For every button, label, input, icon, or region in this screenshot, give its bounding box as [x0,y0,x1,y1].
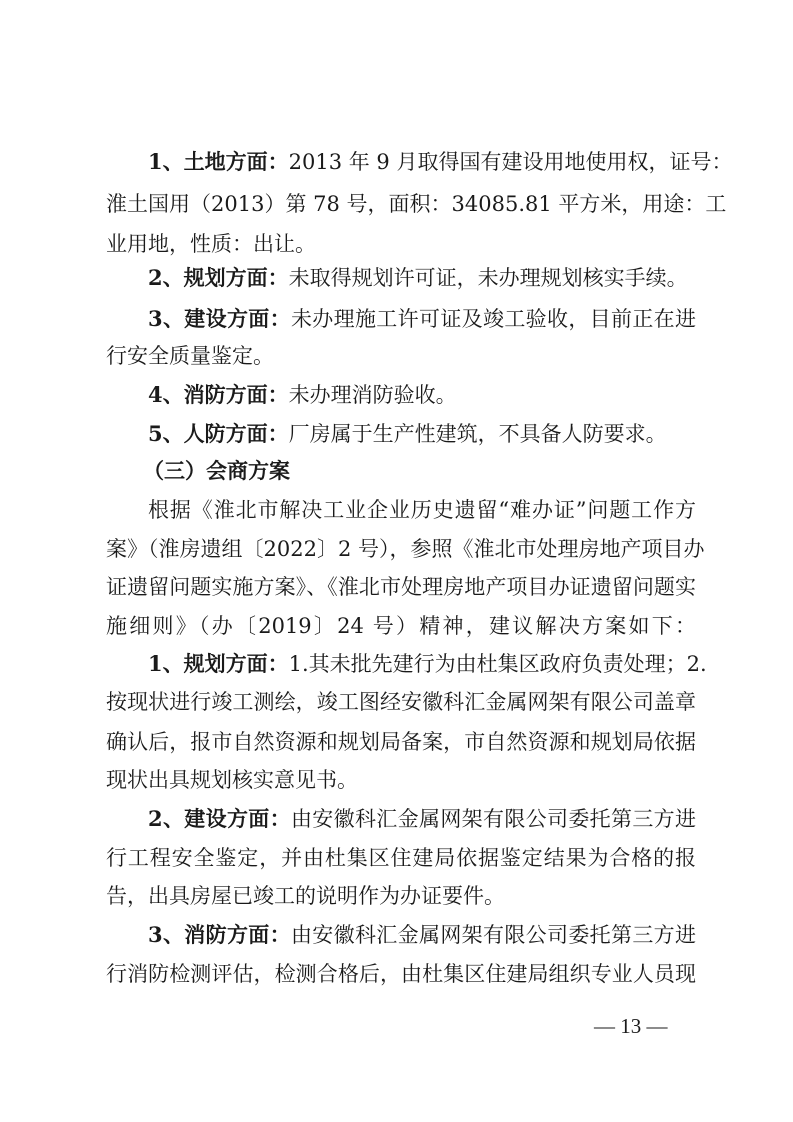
text-plan-planning-1: 1.其未批先建行为由杜集区政府负责处理；2. [288,652,707,676]
text-construction-1: 未办理施工许可证及竣工验收，目前正在进 [290,307,696,331]
heading-fire: 4、消防方面： [148,382,289,407]
paragraph-planning-line-1 [148,264,696,292]
text-fire-1: 未办理消防验收。 [288,383,457,407]
paragraph-civil-defense-line-1 [148,420,696,448]
paragraph-plan-fire-line-1 [148,921,696,949]
paragraph-land-line-1 [148,148,733,176]
paragraph-basis-line-1: 根据《淮北市解决工业企业历史遗留“难办证”问题工作方 [148,498,696,522]
paragraph-basis-line-3: 证遗留问题实施方案》、《淮北市处理房地产项目办证遗留问题实 [106,575,696,599]
heading-plan-construction: 2、建设方面： [148,806,291,831]
heading-plan-fire: 3、消防方面： [148,922,291,947]
paragraph-plan-construction-line-2: 行工程安全鉴定，并由杜集区住建局依据鉴定结果为合格的报 [106,846,696,870]
paragraph-plan-planning-line-2: 按现状进行竣工测绘，竣工图经安徽科汇金属网架有限公司盖章 [106,690,696,714]
paragraph-plan-planning-line-3: 确认后，报市自然资源和规划局备案，市自然资源和规划局依据 [106,730,696,754]
paragraph-plan-planning-line-4: 现状出具规划核实意见书。 [106,768,358,792]
paragraph-plan-construction-line-1 [148,805,696,833]
paragraph-construction-line-2: 行安全质量鉴定。 [106,344,274,368]
heading-civil-defense: 5、人防方面： [148,421,289,446]
text-plan-fire-1: 由安徽科汇金属网架有限公司委托第三方进 [290,923,696,947]
heading-planning: 2、规划方面： [148,265,289,290]
paragraph-fire-line-1 [148,381,696,409]
paragraph-plan-construction-line-3: 告，出具房屋已竣工的说明作为办证要件。 [106,884,505,908]
page-number: — 13 — [594,1014,668,1038]
section-heading-consultation-plan: （三）会商方案 [143,458,290,483]
paragraph-plan-planning-line-1 [148,650,707,678]
paragraph-land-line-3: 业用地，性质：出让。 [106,232,316,256]
text-planning-1: 未取得规划许可证，未办理规划核实手续。 [288,266,688,290]
heading-plan-planning: 1、规划方面： [148,651,289,676]
text-civil-defense-1: 厂房属于生产性建筑，不具备人防要求。 [288,422,667,446]
heading-construction: 3、建设方面： [148,306,291,331]
heading-land: 1、土地方面： [148,149,289,174]
text-plan-construction-1: 由安徽科汇金属网架有限公司委托第三方进 [290,807,696,831]
paragraph-basis-line-2: 案》（淮房遗组〔2022〕2 号），参照《淮北市处理房地产项目办 [106,537,705,561]
paragraph-land-line-2: 淮土国用（2013）第 78 号，面积：34085.81 平方米，用途：工 [106,192,727,216]
paragraph-construction-line-1 [148,305,696,333]
paragraph-plan-fire-line-2: 行消防检测评估，检测合格后，由杜集区住建局组织专业人员现 [106,962,696,986]
text-land-1: 2013 年 9 月取得国有建设用地使用权，证号： [288,150,733,174]
paragraph-basis-line-4: 施细则》（办〔2019〕24 号）精神，建议解决方案如下： [106,614,696,638]
